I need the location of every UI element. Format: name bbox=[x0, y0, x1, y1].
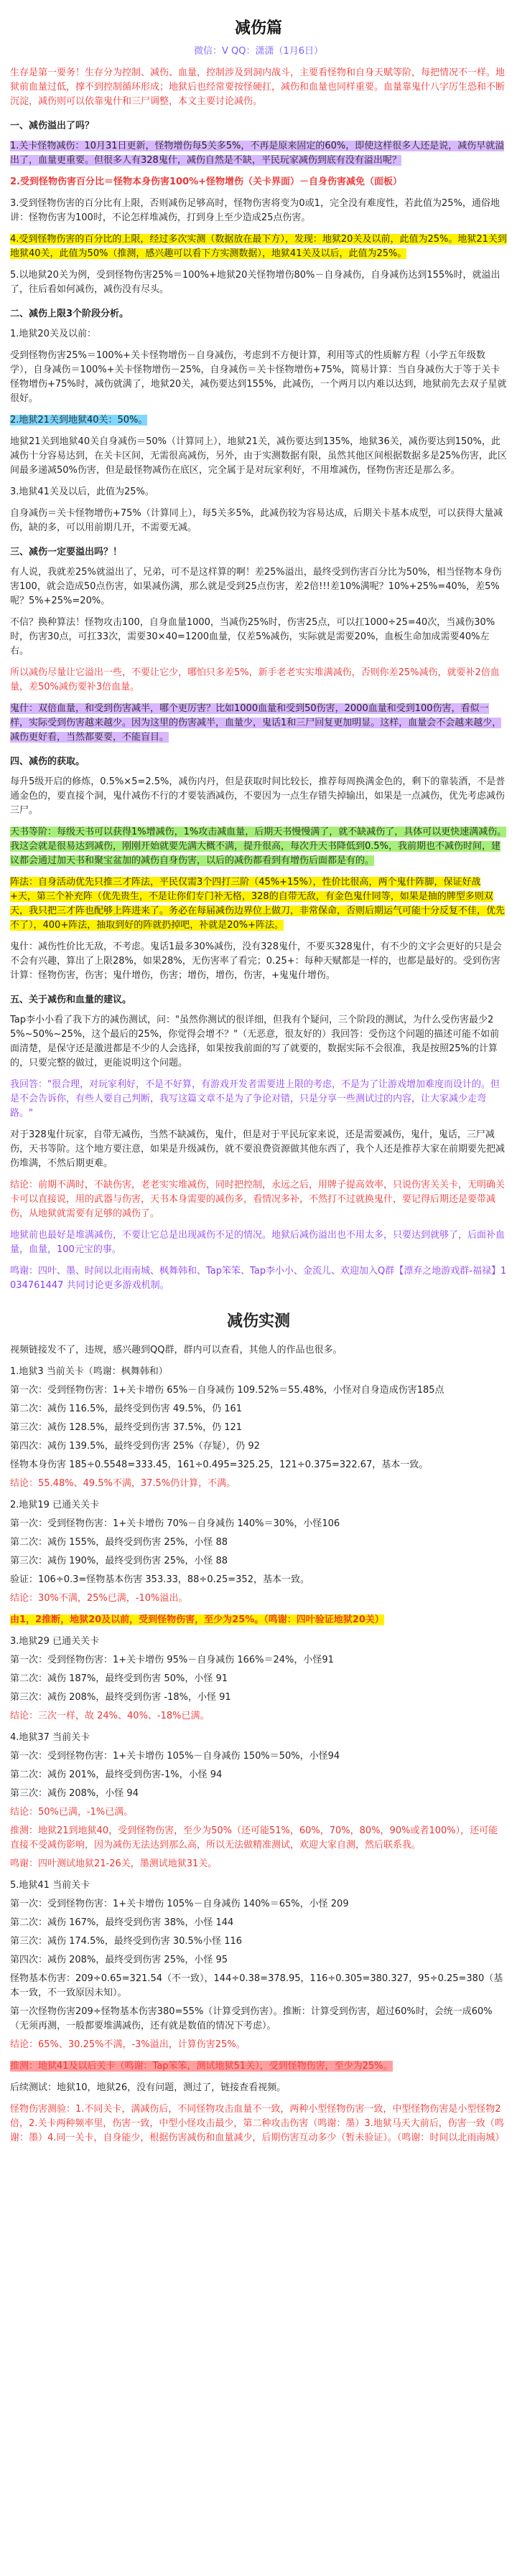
s3-p1 bbox=[10, 702, 507, 745]
test-intro: 视频链接发不了，违规，感兴趣到QQ群，群内可以查看，其他人的作品也很多。 bbox=[10, 1345, 343, 1355]
s3-p4-text: 天书等阶：每级天书可以获得1%增减伤，1%攻击减血量，后期天书慢慢满了，就不缺减伤了，具体可以更快速满减伤。我这会就是很易达到减伤，刚刚开始就要先满大概不满，提升很高，每次升天书降低到0.5%，我前期也不减伤时间，建议都会通过加天书和聚宝盆加的减伤自身伤害，以后的减伤都看到有增伤后面都是有的。 bbox=[10, 827, 507, 866]
test-2-conclusion: 结论：30%不满，25%已满，-10%溢出。 bbox=[10, 1593, 188, 1604]
s1-p1 bbox=[10, 139, 507, 168]
final-inference-text: 推测：地狱41及以后关卡（鸣谢：Tap笨笨，测试地狱51关），受到怪物伤害，至少为25%。 bbox=[10, 2061, 393, 2072]
test-5-title: 5.地狱41 当前关卡 bbox=[10, 1880, 90, 1891]
test-1-row: 第三次：减伤 128.5%，最终受到伤害 37.5%，仍 121 bbox=[10, 1422, 243, 1433]
test-2-row: 第三次：减伤 190%，最终受到伤害 25%，小怪 88 bbox=[10, 1556, 228, 1566]
s3-p3 bbox=[10, 775, 507, 818]
author-meta: 微信：V QQ：潇潇（1月6日） bbox=[193, 46, 324, 57]
s2-p9-text: 不信？换种算法！怪物攻击100，自身血量1000，当减伤25%时，伤害25点，可以扛1000÷25=40次，当减伤30%时，伤害30点，可扛33次，需要30×40=1200血量，仅差5%减伤，实际就是需要20%，血板生命加成需要40%左右。 bbox=[10, 617, 495, 657]
test-5 bbox=[10, 1879, 507, 2052]
test-4-row: 第三次：减伤 208%，小怪 94 bbox=[10, 1788, 139, 1799]
test-2-row: 第一次：受到怪物伤害：1+关卡增伤 70%－自身减伤 140%＝30%，小怪106 bbox=[10, 1518, 340, 1529]
intro-paragraph: 生存是第一要务！生存分为控制、减伤、血量，控制涉及到洞内战斗，主要看怪物和自身天赋等阶，每把情况不一样。地狱前血量过低，撑不到控制循环形成；地狱后也经常要按怪硬扛，减伤和血量也同样重要。血量靠鬼什八字厉生恐和不断沉淀，减伤则可以依靠鬼什和三尸调整，本文主要讨论减伤。 bbox=[10, 67, 506, 107]
test-5-inference: 第一次怪物伤害209÷怪物基本伤害380=55%（计算受到伤害）。推断：计算受到伤害，超过60%时，会统一成60%（无须再测，一般都要堆满减伤，还有就是数值的情况下考虑）。 bbox=[10, 2006, 493, 2031]
test-3-conclusion: 结论：三次一样，故 24%、40%、-18%已满。 bbox=[10, 1711, 210, 1721]
section-1-title: 一、减伤溢出了吗？ bbox=[10, 121, 95, 131]
test-section-title: 减伤实测 bbox=[226, 1312, 290, 1330]
s2-p9 bbox=[10, 616, 507, 659]
monster-damage-note: 怪物伤害测验：1.不同关卡，满减伤后，不同怪物攻击血量不一致，两种小型怪物伤害一致，中型怪物伤害是小型怪物2倍，2.关卡两种频率里，伤害一致，中型小怪攻击最少，第二种攻击伤害（鸣谢：墨）3.地狱马天大前后，伤害一致（鸣谢：墨）4.同一关卡，自身能少，根据伤害减伤和血量减少，后期伤害互动多少（暂未验证）。（鸣谢：时间以北雨南城） bbox=[10, 2104, 505, 2143]
s3-p5 bbox=[10, 875, 507, 933]
test-5-conclusion: 结论：65%、30.25%不满，-3%溢出，计算伤害25%。 bbox=[10, 2039, 246, 2050]
test-5-calc: 怪物基本伤害：209÷0.65=321.54（不一致），144÷0.38=378.95，116÷0.305=380.327，95÷0.25=380（基本一致，不一致原因未知）。 bbox=[10, 1973, 503, 1998]
s1-p1-text: 1.关卡怪物减伤：10月31日更新，怪物增伤每5关多5%，不再是原来固定的60%，即使这样很多人还是说，减伤早就溢出了，血量更重要。但很多人有328鬼什，减伤自然是不缺，平民玩家减伤到底有没有溢出呢？ bbox=[10, 141, 505, 166]
test-4-inference: 推测：地狱21到地狱40，受到怪物伤害，至少为50%（还可能51%，60%，70%，80%，90%或者100%），还可能直接不受减伤影响，因为减伤无法达到那么高，所以无法做精准测试，欢迎大家自测，然后联系我。 bbox=[10, 1825, 498, 1851]
test-4-conclusion: 结论：50%已满，-1%已满。 bbox=[10, 1807, 134, 1818]
test-2-row: 第二次：减伤 155%，最终受到伤害 25%，小怪 88 bbox=[10, 1537, 228, 1548]
test-4-row: 第二次：减伤 201%，最终受到伤害-1%，小怪 94 bbox=[10, 1769, 223, 1780]
s4-p3: Tap李小小看了我下方的减伤测试，问："虽然你测试的很详细，但我有个疑问，三个阶段的测试，为什么受伤害最少25%~50%~25%，这个最后的25%，你觉得会增不？"（无恶意，很友好的）我回答：受伤这个问题的描述可能不如前面清楚，是保守还是激进都是不少的人会选择，如果按我前面的写了就要的，数据实际不会很准，我是按照25%的计算的，只要完整的做过，更能说明这个问题。 bbox=[10, 1015, 500, 1068]
s1-p4 bbox=[10, 232, 507, 261]
test-3 bbox=[10, 1635, 507, 1724]
test-3-row: 第二次：减伤 187%，最终受到伤害 50%，小怪 91 bbox=[10, 1673, 228, 1684]
mid-conclusion-text: 由1，2推断，地狱20及以前，受到怪物伤害，至少为25%。（鸣谢：四叶验证地狱20关） bbox=[10, 1614, 384, 1625]
mid-conclusion bbox=[10, 1613, 507, 1627]
s2-p5: 3.地狱41关及以后，此值为25%。 bbox=[10, 486, 154, 497]
s2-p4: 地狱21关到地狱40关自身减伤＝50%（计算同上），地狱21关，减伤要达到135%，地狱36关，减伤要达到150%，此减伤十分容易达到，在关卡区间，无需很高减伤，另外，由于实测数据有限，虽然其他区间根据数据多是25%伤害，此区间最多递减50%伤害，但是最怪物减伤在底区，完全属于是对玩家利好，不用堆减伤，怪物伤害还是那么多。 bbox=[10, 436, 507, 476]
section-2-title: 二、减伤上限3个阶段分析。 bbox=[10, 309, 129, 319]
s4-p1 bbox=[10, 940, 507, 983]
s2-p3-text: 2.地狱21关到地狱40关：50%。 bbox=[10, 415, 148, 426]
test-1-conclusion: 结论：55.48%、49.5%不满，37.5%仍计算，不满。 bbox=[10, 1478, 236, 1489]
test-2-title: 2.地狱19 已通关关卡 bbox=[10, 1500, 100, 1510]
test-1-row: 第四次：减伤 139.5%，最终受到伤害 25%（存疑），仍 92 bbox=[10, 1441, 260, 1452]
s2-p6: 自身减伤＝关卡怪物增伤+75%（计算同上），每5关多5%，此减伤较为容易达成，后期关卡基本成型，可以获得大量减伤，缺的多，可以用前期几开，不需要无减。 bbox=[10, 508, 503, 533]
s4-p7: 地狱前也最好是堆满减伤，不要让它总是出现减伤不足的情况。地狱后减伤溢出也不用太多，只要达到就够了，后面补血量，血量，100元宝的事。 bbox=[10, 1230, 506, 1255]
final-inference bbox=[10, 2059, 507, 2074]
test-2 bbox=[10, 1498, 507, 1606]
test-3-title: 3.地狱29 已通关关卡 bbox=[10, 1636, 100, 1647]
section-5-title: 五、关于减伤和血量的建议。 bbox=[10, 995, 132, 1005]
s4-p4: 我回答："很合理，对玩家利好，不是不好算，有游戏开发者需要进上限的考虑，不是为了让游戏增加难度而设计的。但是不会告诉你，有些人要自己判断，我写这篇文章不是为了争论对错，只是分享一些测试过的内容，让大家减少走弯路。" bbox=[10, 1079, 500, 1119]
test-1-row: 第一次：受到怪物伤害：1+关卡增伤 65%－自身减伤 109.52%＝55.48%，小怪对自身造成伤害185点 bbox=[10, 1385, 444, 1396]
test-5-row: 第一次：受到怪物伤害：1+关卡增伤 105%－自身减伤 140%＝65%，小怪 209 bbox=[10, 1899, 349, 1909]
s2-p1: 1.地狱20关及以前： bbox=[10, 329, 96, 339]
test-1-calc: 怪物本身伤害 185÷0.5548=333.45，161÷0.495=325.25，121÷0.375=322.67，基本一致。 bbox=[10, 1459, 429, 1470]
s3-p3-text: 每升5级开启的修炼，0.5%×5=2.5%，减伤内丹，但是获取时间比较长，推荐每周换满金色的，剩下的靠装酒，不是普通金色的，要直接个洞，鬼什减伤不行的才要装酒减伤，不要因为一点生存错失掉输出，如果是一点减伤，优先考虑减伤三尸。 bbox=[10, 776, 506, 816]
s1-p2: 2.受到怪物伤害百分比＝怪物本身伤害100%+怪物增伤（关卡界面）－自身伤害减免（面板） bbox=[10, 177, 403, 187]
s1-p3: 3.受到怪物伤害的百分比有上限，否则减伤足够高时，怪物伤害将变为0或1，完全没有难度性，若此值为25%，通俗地讲：怪物伤害为100时，不论怎样堆减伤，打到身上至少造成25点伤害。 bbox=[10, 198, 500, 223]
test-1-title: 1.地狱3 当前关卡（鸣谢：枫舞韩和） bbox=[10, 1366, 168, 1377]
s3-p4 bbox=[10, 825, 507, 868]
s1-p5: 5.以地狱20关为例，受到怪物伤害25%＝100%+地狱20关怪物增伤80%－自身减伤，自身减伤达到155%时，就溢出了，往后看如何减伤，减伤没有尽头。 bbox=[10, 270, 500, 295]
section-4-title: 四、减伤的获取。 bbox=[10, 756, 85, 767]
test-4-note: 鸣谢：四叶测试地狱21-26关，墨测试地狱31关。 bbox=[10, 1858, 218, 1869]
test-5-row: 第二次：减伤 167%，最终受到伤害 38%，小怪 144 bbox=[10, 1917, 234, 1928]
video-note: 后续测试：地狱10，地狱26，没有问题，测过了，链接查看视频。 bbox=[10, 2082, 287, 2093]
s2-p2-text: 受到怪物伤害25%＝100%+关卡怪物增伤－自身减伤，考虑到不方便计算，利用等式的性质解方程（小学五年级数学），自身减伤＝100%+关卡怪物增伤－25%，自身减伤＝关卡怪物增伤+75%，简易计算：当自身减伤大于等于关卡怪物增伤+75%时，减伤就满了，地狱20关，减伤要达到155%，此减伤，一个两月以内难以达到，地狱前先去双子星就很好。 bbox=[10, 350, 507, 404]
test-5-row: 第三次：减伤 174.5%，最终受到伤害 30.5%小怪 116 bbox=[10, 1936, 243, 1947]
credits: 鸣谢：四叶、墨、时间以北雨南城、枫舞韩和、Tap笨笨、Tap李小小、金流儿、欢迎加入Q群【漂弃之地游戏群-福禄】1034761447 共同讨论更多游戏机制。 bbox=[10, 1266, 507, 1291]
section-3-title: 三、减伤一定要溢出吗？！ bbox=[10, 547, 123, 558]
s2-p8: 有人说，我就差25%就溢出了，兄弟，可不是这样算的啊！差25%溢出，最终受到伤害百分比为50%，相当怪物本身伤害100，就会造成50点伤害，如果减伤满，那么就是受到25点伤害，差2倍!!!差10%满呢？10%+25%=40%，差5%呢？5%+25%=20%。 bbox=[10, 567, 502, 606]
s4-p5: 对于328鬼什玩家，自带无减伤，当然不缺减伤，鬼什，但是对于平民玩家来说，还是需要减伤，鬼什，鬼话，三尸减伤，天书等阶。这个地方要注意，如果是升级减伤，就不要浪费资源做其他东西了，我个人还是推荐大家在前期要先把减伤堆满，不然后期更难。 bbox=[10, 1129, 506, 1169]
page-title: 减伤篇 bbox=[234, 19, 282, 37]
s2-p10: 所以减伤尽量让它溢出一些，不要让它少，哪怕只多差5%，新手老老实实堆满减伤，否则你差25%减伤，就要补2倍血量，差50%减伤要补3倍血量。 bbox=[10, 667, 500, 692]
s3-p1-text: 鬼什：双倍血量，和受到伤害减半，哪个更厉害？比如1000血量和受到50伤害，2000血量和受到100伤害，看似一样，实际受到伤害越来越少。因为这里的伤害减半，血量少，鬼话1和三尸回复更加明显。这样，血量会不会越来越少，减伤更好看，当然都要要，不能盲目。 bbox=[10, 703, 502, 743]
s2-p2 bbox=[10, 349, 507, 406]
test-4-title: 4.地狱37 当前关卡 bbox=[10, 1732, 90, 1743]
s4-p6: 结论：前期不满时，不缺伤害，老老实实堆减伤，同时把控制，永远之后，用牌子提高效率，只说伤害关关卡，无明确关卡可以直接说，用的武器与伤害，天书本身需要的减伤多，看情况多补，不然打不过就换鬼什，要记得后期还是要带减伤，从地狱就需要有足够的减伤了。 bbox=[10, 1180, 506, 1219]
test-4-row: 第一次：受到怪物伤害：1+关卡增伤 105%－自身减伤 150%＝50%，小怪94 bbox=[10, 1751, 340, 1762]
s1-p4-text: 4.受到怪物伤害的百分比的上限，经过多次实测（数据放在最下方），发现：地狱20关及以前，此值为25%。地狱21关到地狱40关，此值为50%（推测，感兴趣可以看下方实测数据），地狱41关及以后，此值为25%。 bbox=[10, 234, 507, 259]
test-3-row: 第三次：减伤 208%，最终受到伤害 -18%，小怪 91 bbox=[10, 1692, 231, 1703]
test-4 bbox=[10, 1731, 507, 1871]
s3-p5-text: 阵法：自身活动优先只推三才阵法，平民仅需3个四打三阶（45%+15%），性价比很高，两个鬼什阵脚，保证好战+天，第三个补充阵（优先贵生，不是让你们专门补无格，328的自带无敌，有金色鬼什同等，如果是抽的牌型多则双天，我只把三才阵也配够上阵进来了。务必在每届减伤边界位上做刀，非常保命，否则后期运气可能十分反复不佳，优先不了），400+阵法，抽取到好的阵就扔掉吧，补就是20%+阵法。 bbox=[10, 877, 506, 931]
test-3-row: 第一次：受到怪物伤害：1+关卡增伤 95%－自身减伤 166%＝24%，小怪91 bbox=[10, 1655, 334, 1665]
test-1 bbox=[10, 1365, 507, 1491]
s2-p3 bbox=[10, 413, 507, 428]
s4-p1-text: 鬼什：减伤性价比无敌，不考虑。鬼话1最多30%减伤，没有328鬼什，不要买328鬼什，有不少的文字会更好的只是会不会有兴趣，算出了上限28%，如果28%，无伤害率了看完；0.25+：每种天赋都是一样的，也都是最好的。受到伤害计算：怪物伤害，伤害；鬼什增伤，伤害；增伤，增伤，伤害，+鬼鬼什增伤。 bbox=[10, 941, 502, 981]
test-1-row: 第二次：减伤 116.5%，最终受到伤害 49.5%，仍 161 bbox=[10, 1404, 243, 1414]
test-2-calc: 验证：106÷0.3=怪物基本伤害 353.33，88÷0.25=352，基本一致。 bbox=[10, 1574, 309, 1585]
test-5-row: 第四次：减伤 208%，最终受到伤害 25%，小怪 95 bbox=[10, 1955, 228, 1965]
